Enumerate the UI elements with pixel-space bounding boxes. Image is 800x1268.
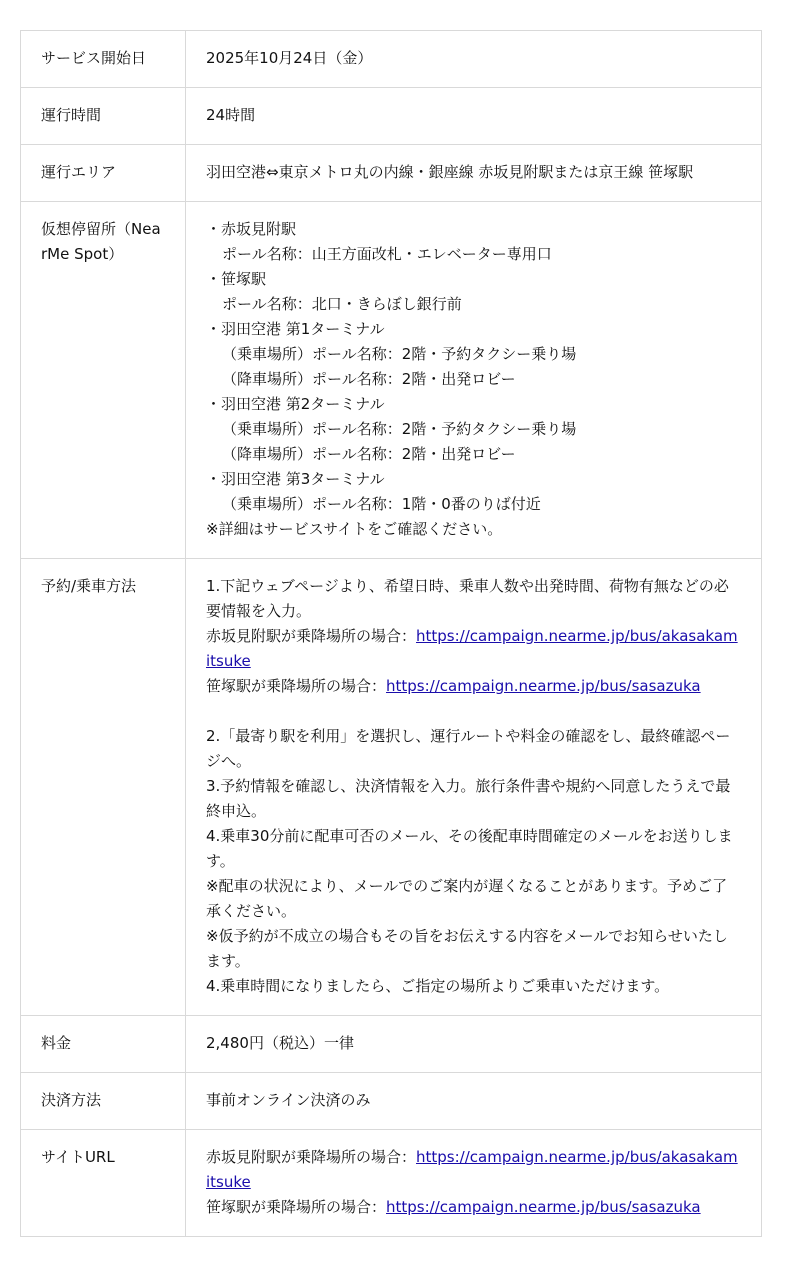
- row-value: 事前オンライン決済のみ: [186, 1073, 762, 1130]
- sasazuka-link-prefix: 笹塚駅が乗降場所の場合：: [206, 1198, 387, 1216]
- row-label: 仮想停留所（NearMe Spot）: [21, 202, 186, 559]
- stop-line: （乗車場所）ポール名称：2階・予約タクシー乗り場: [222, 420, 577, 438]
- stop-line: ・笹塚駅: [206, 270, 267, 288]
- row-label: 決済方法: [21, 1073, 186, 1130]
- table-row-site-url: [21, 1130, 762, 1237]
- booking-step: 4.乗車30分前に配車可否のメール、その後配車時間確定のメールをお送りします。: [206, 827, 733, 870]
- stop-line: （降車場所）ポール名称：2階・出発ロビー: [222, 370, 516, 388]
- service-info-table: [20, 30, 762, 1237]
- table-row-fare: [21, 1016, 762, 1073]
- booking-note: ※仮予約が不成立の場合もその旨をお伝えする内容をメールでお知らせいたします。: [206, 927, 728, 970]
- table-row-virtual-stops: [21, 202, 762, 559]
- stop-line: （乗車場所）ポール名称：1階・0番のりば付近: [222, 495, 541, 513]
- akasaka-booking-link[interactable]: https://campaign.nearme.jp/bus/akasakamitsuke: [206, 627, 738, 670]
- stop-line: （乗車場所）ポール名称：2階・予約タクシー乗り場: [222, 345, 577, 363]
- row-label: サイトURL: [21, 1130, 186, 1237]
- stop-line: ・赤坂見附駅: [206, 220, 297, 238]
- row-label: 料金: [21, 1016, 186, 1073]
- stop-line: ポール名称：山王方面改札・エレベーター専用口: [222, 245, 552, 263]
- row-value-stops: [186, 202, 762, 559]
- row-value-site-urls: [186, 1130, 762, 1237]
- table-row-start-date: [21, 31, 762, 88]
- stop-line: ・羽田空港 第2ターミナル: [206, 395, 385, 413]
- row-label: 運行エリア: [21, 145, 186, 202]
- stop-line: ・羽田空港 第3ターミナル: [206, 470, 385, 488]
- akasaka-link-line: [206, 624, 741, 674]
- akasaka-link-prefix: 赤坂見附駅が乗降場所の場合：: [206, 1148, 417, 1166]
- stop-line: ※詳細はサービスサイトをご確認ください。: [206, 520, 503, 538]
- stop-line: （降車場所）ポール名称：2階・出発ロビー: [222, 445, 516, 463]
- stop-line: ポール名称：北口・きらぼし銀行前: [222, 295, 462, 313]
- row-label: サービス開始日: [21, 31, 186, 88]
- row-value: 羽田空港⇔東京メトロ丸の内線・銀座線 赤坂見附駅または京王線 笹塚駅: [186, 145, 762, 202]
- sasazuka-booking-link[interactable]: https://campaign.nearme.jp/bus/sasazuka: [386, 677, 701, 695]
- sasazuka-link-prefix: 笹塚駅が乗降場所の場合：: [206, 677, 387, 695]
- spacer: [206, 699, 741, 724]
- row-value: 24時間: [186, 88, 762, 145]
- booking-step: 4.乗車時間になりましたら、ご指定の場所よりご乗車いただけます。: [206, 977, 670, 995]
- booking-step: 3.予約情報を確認し、決済情報を入力。旅行条件書や規約へ同意したうえで最終申込。: [206, 777, 731, 820]
- row-label: 予約/乗車方法: [21, 559, 186, 1016]
- akasaka-link-line: [206, 1145, 741, 1195]
- sasazuka-link-line: [206, 674, 741, 699]
- akasaka-link-prefix: 赤坂見附駅が乗降場所の場合：: [206, 627, 417, 645]
- booking-step: 1.下記ウェブページより、希望日時、乗車人数や出発時間、荷物有無などの必要情報を入力。: [206, 577, 729, 620]
- row-value: 2,480円（税込）一律: [186, 1016, 762, 1073]
- row-label: 運行時間: [21, 88, 186, 145]
- table-row-service-area: [21, 145, 762, 202]
- table-row-operating-hours: [21, 88, 762, 145]
- booking-note: ※配車の状況により、メールでのご案内が遅くなることがあります。予めご了承ください。: [206, 877, 728, 920]
- table-row-payment: [21, 1073, 762, 1130]
- table-row-booking-method: [21, 559, 762, 1016]
- row-value-booking: [186, 559, 762, 1016]
- sasazuka-link-line: [206, 1195, 741, 1220]
- booking-step: 2.「最寄り駅を利用」を選択し、運行ルートや料金の確認をし、最終確認ページへ。: [206, 727, 731, 770]
- row-value: 2025年10月24日（金）: [186, 31, 762, 88]
- akasaka-site-link[interactable]: https://campaign.nearme.jp/bus/akasakamitsuke: [206, 1148, 738, 1191]
- sasazuka-site-link[interactable]: https://campaign.nearme.jp/bus/sasazuka: [386, 1198, 701, 1216]
- stop-line: ・羽田空港 第1ターミナル: [206, 320, 385, 338]
